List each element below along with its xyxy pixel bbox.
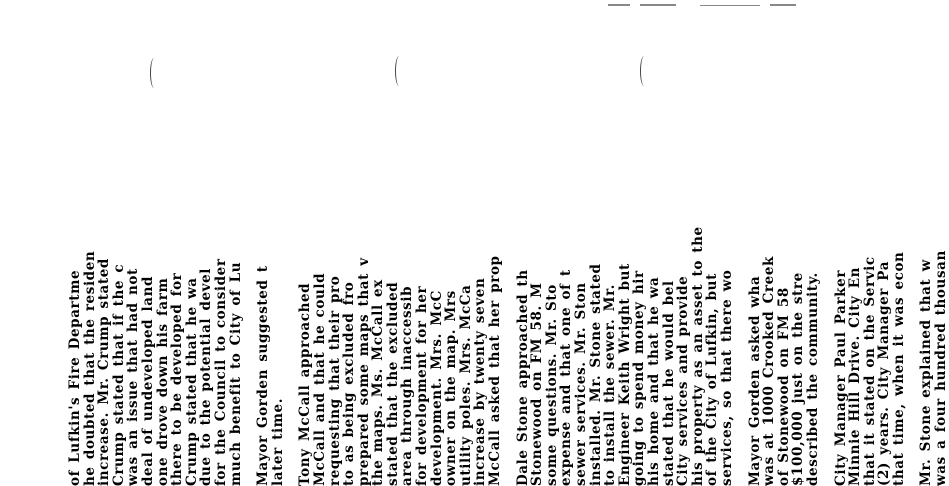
punch-hole-mark (395, 56, 403, 86)
scan-artifact (770, 4, 796, 6)
punch-hole-mark (640, 56, 648, 86)
paragraph-dale-stone: Dale Stone approached th Stonewood on FM 58. M some questions. Mr. Sto expense and that one of t sewer services. Mr. Ston installed. Mr. Stone stated to install the sewer. Mr. Engineer Keith Wright but going to spend money hir his home and that he wa stated that he would bel City services and provide his property as an asset to the of the City of Lufkin, but services, so that there wo (514, 226, 735, 486)
punch-hole-mark (150, 58, 158, 88)
scan-artifact (700, 5, 760, 6)
paragraph-mayor-suggestion: Mayor Gorden suggested t later time. (255, 265, 286, 486)
paragraph-city-manager: City Manager Paul Parker Minnie Hill Drive. City En that it stated on the Servic (2) years. City Manager Pa that time, when it was econ (832, 251, 907, 486)
rotated-text-block (67, 186, 949, 486)
paragraph-tony-mccall: Tony McCall approached McCall and that he could requesting that their pro to as being excluded fro prepared some maps that v the maps. Ms. McCall ex stated that the excluded area through inaccessib for development for her development. Mrs. McC owner on the map. Mrs utility poles. Mrs. McCa increase by twenty seven McCall asked that her prop (297, 255, 504, 486)
paragraph-fire-department: of Lufkin's Fire Departme he doubted that the residen increase. Mr. Crump stated Crump stated that if the c was an issue that had not deal of undeveloped land one drove down his farm there to be developed for Crump stated that he wa due to the potential devel for the Council to consider much benefit to City of Lu (67, 250, 244, 486)
paragraph-mayor-question: Mayor Gorden asked wha was at 1000 Crooked Creek of Stonewood on FM 58 $100,000 just on the stre described the community. (746, 256, 821, 486)
paragraph-mr-stone: Mr. Stone explained that w was a four hundred thousan (918, 250, 949, 486)
scan-artifact (608, 4, 630, 6)
scan-artifact (640, 4, 676, 6)
